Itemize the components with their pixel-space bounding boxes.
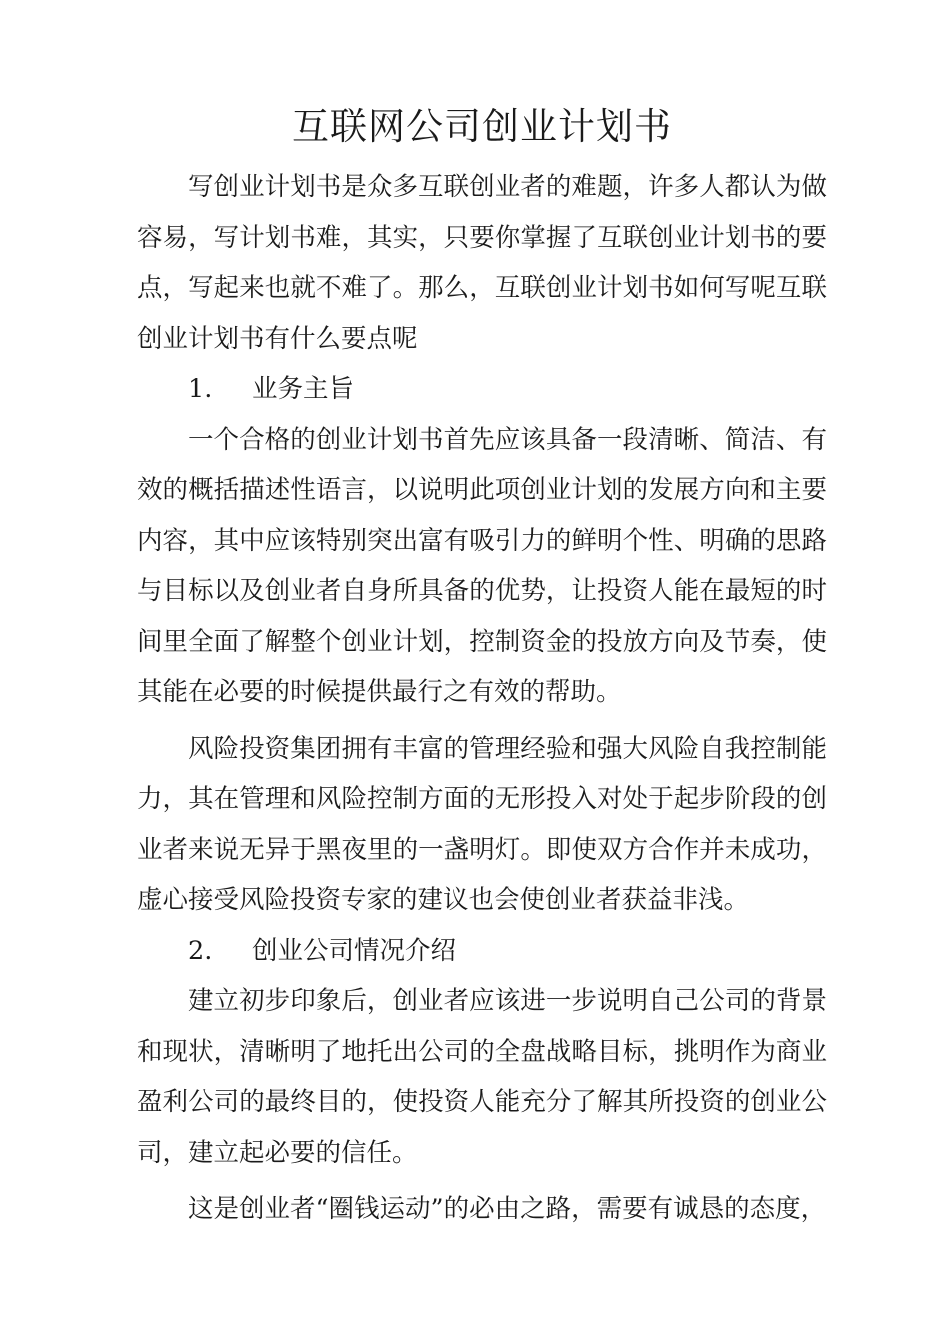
company-intro-paragraph: 建立初步印象后，创业者应该进一步说明自己公司的背景和现状，清晰明了地托出公司的全盘战略目标，挑明作为商业盈利公司的最终目的，使投资人能充分了解其所投资的创业公司，建立起必要的信任。 <box>137 986 827 1168</box>
fundraising-paragraph: 这是创业者“圈钱运动”的必由之路，需要有诚恳的态度， <box>188 1194 827 1224</box>
section-heading-business-purpose <box>137 364 827 415</box>
document-page <box>137 102 827 1235</box>
business-purpose-paragraph: 一个合格的创业计划书首先应该具备一段清晰、简洁、有效的概括描述性语言，以说明此项创业计划的发展方向和主要内容，其中应该特别突出富有吸引力的鲜明个性、明确的思路与目标以及创业者自身所具备的优势，让投资人能在最短的时间里全面了解整个创业计划，控制资金的投放方向及节奏，使其能在必要的时候提供最行之有效的帮助。 <box>137 424 827 707</box>
document-title: 互联网公司创业计划书 <box>292 105 672 148</box>
section-number: 2. <box>188 935 213 966</box>
section-number: 1. <box>188 374 213 404</box>
venture-capital-paragraph: 风险投资集团拥有丰富的管理经验和强大风险自我控制能力，其在管理和风险控制方面的无形投入对处于起步阶段的创业者来说无异于黑夜里的一盏明灯。即使双方合作并未成功，虚心接受风险投资专家的建议也会使创业者获益非浅。 <box>137 733 827 915</box>
section-heading-text: 业务主旨 <box>252 374 355 404</box>
section-heading-company-intro <box>137 926 827 977</box>
intro-paragraph: 写创业计划书是众多互联创业者的难题，许多人都认为做容易，写计划书难，其实，只要你掌握了互联创业计划书的要点，写起来也就不难了。那么，互联创业计划书如何写呢互联创业计划书有什么要点呢 <box>137 172 827 354</box>
section-heading-text: 创业公司情况介绍 <box>252 935 457 966</box>
